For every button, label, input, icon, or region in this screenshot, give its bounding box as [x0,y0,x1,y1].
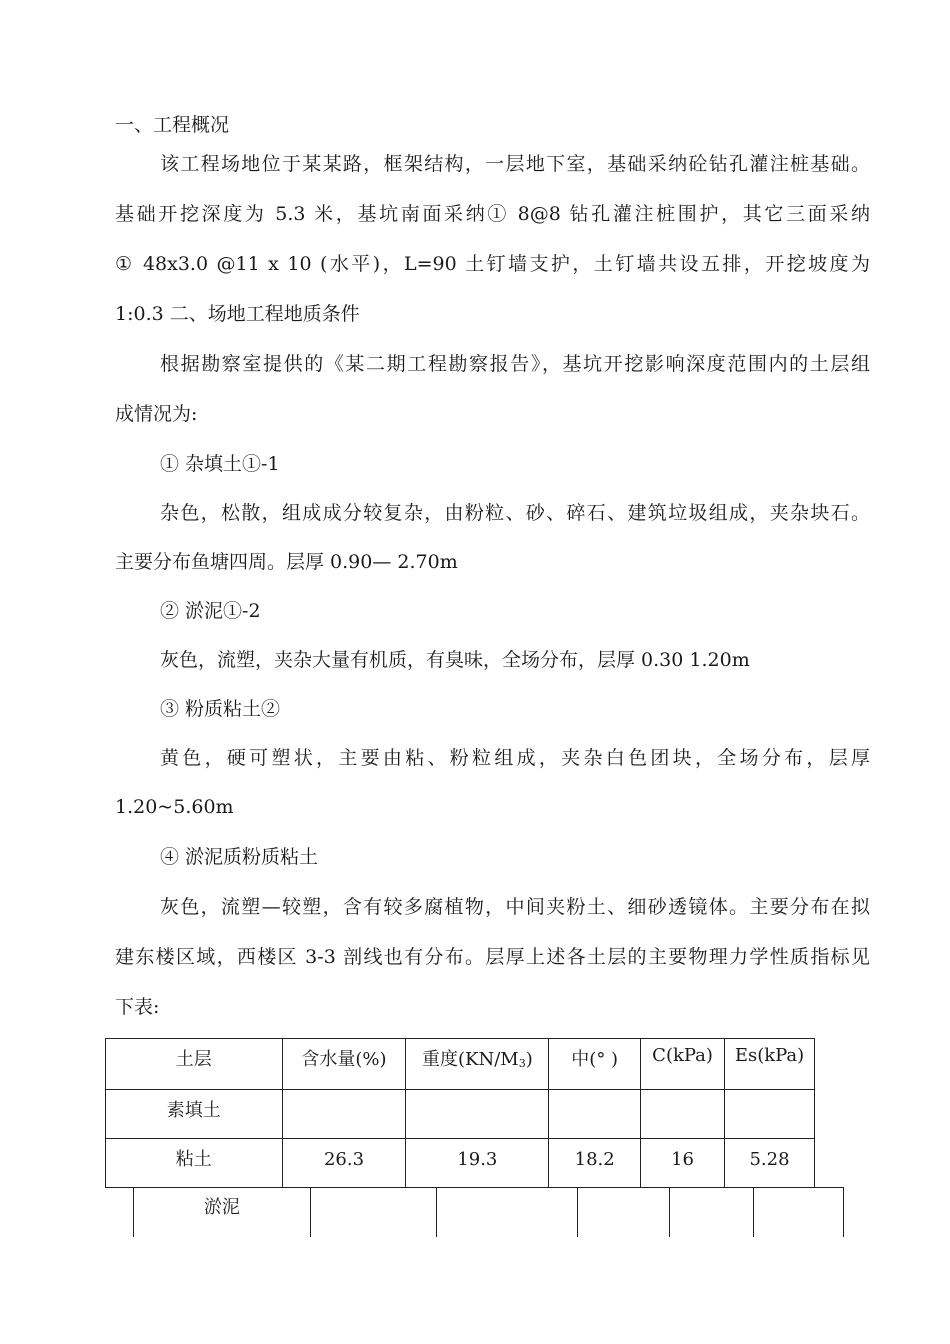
header-modulus: Es(kPa) [725,1039,815,1090]
paragraph-line: 1:0.3 二、场地工程地质条件 [115,303,360,325]
header-friction-angle: 中(° ) [549,1039,641,1090]
paragraph-line: 黄色，硬可塑状，主要由粘、粉粒组成，夹杂白色团块，全场分布，层厚 [160,747,870,769]
paragraph-line: 杂色，松散，组成成分较复杂，由粉粒、砂、碎石、建筑垃圾组成，夹杂块石。 [160,502,870,524]
paragraph-line: 成情况为: [115,403,198,425]
table-row: 粘土 26.3 19.3 18.2 16 5.28 [106,1139,815,1188]
soil-item-title: ④ 淤泥质粉质粘土 [160,846,319,868]
soil-item-title: ② 淤泥①-2 [160,600,261,622]
paragraph-line: 1.20~5.60m [115,796,234,818]
section-heading-overview: 一、工程概况 [115,114,230,136]
paragraph-line: 灰色，流塑，夹杂大量有机质，有臭味，全场分布，层厚 0.30 1.20m [160,649,750,671]
soil-properties-table [105,1038,815,1188]
paragraph-line: 该工程场地位于某某路，框架结构，一层地下室，基础采纳砼钻孔灌注桩基础。 [160,153,870,175]
table-header-row [106,1039,815,1090]
header-water-content: 含水量(%) [282,1039,406,1090]
paragraph-line: 根据勘察室提供的《某二期工程勘察报告》，基坑开挖影响深度范围内的土层组 [160,353,870,375]
paragraph-line: ① 48x3.0 @11 x 10 (水平)，L=90 土钉墙支护，土钉墙共设五排，开挖坡度为 [115,253,870,275]
header-layer: 土层 [106,1039,283,1090]
table-top-border [133,1187,844,1188]
paragraph-line: 建东楼区域，西楼区 3-3 剖线也有分布。层厚上述各土层的主要物理力学性质指标见 [115,946,870,968]
header-unit-weight: 重度$(KN/M_3)$ [406,1039,549,1090]
paragraph-line: 主要分布鱼塘四周。层厚 0.90— 2.70m [115,551,458,573]
soil-properties-table-continued [133,1187,844,1237]
table-row: 素填土 [106,1090,815,1139]
soil-item-title: ① 杂填土①-1 [160,453,280,475]
table-row: 淤泥 [134,1187,844,1237]
paragraph-line: 下表: [115,996,160,1018]
paragraph-line: 基础开挖深度为 5.3 米，基坑南面采纳① 8@8 钻孔灌注桩围护，其它三面采纳 [115,203,870,225]
paragraph-line: 灰色，流塑—较塑，含有较多腐植物，中间夹粉土、细砂透镜体。主要分布在拟 [160,896,870,918]
soil-item-title: ③ 粉质粘土② [160,698,281,720]
header-cohesion: C(kPa) [641,1039,725,1090]
